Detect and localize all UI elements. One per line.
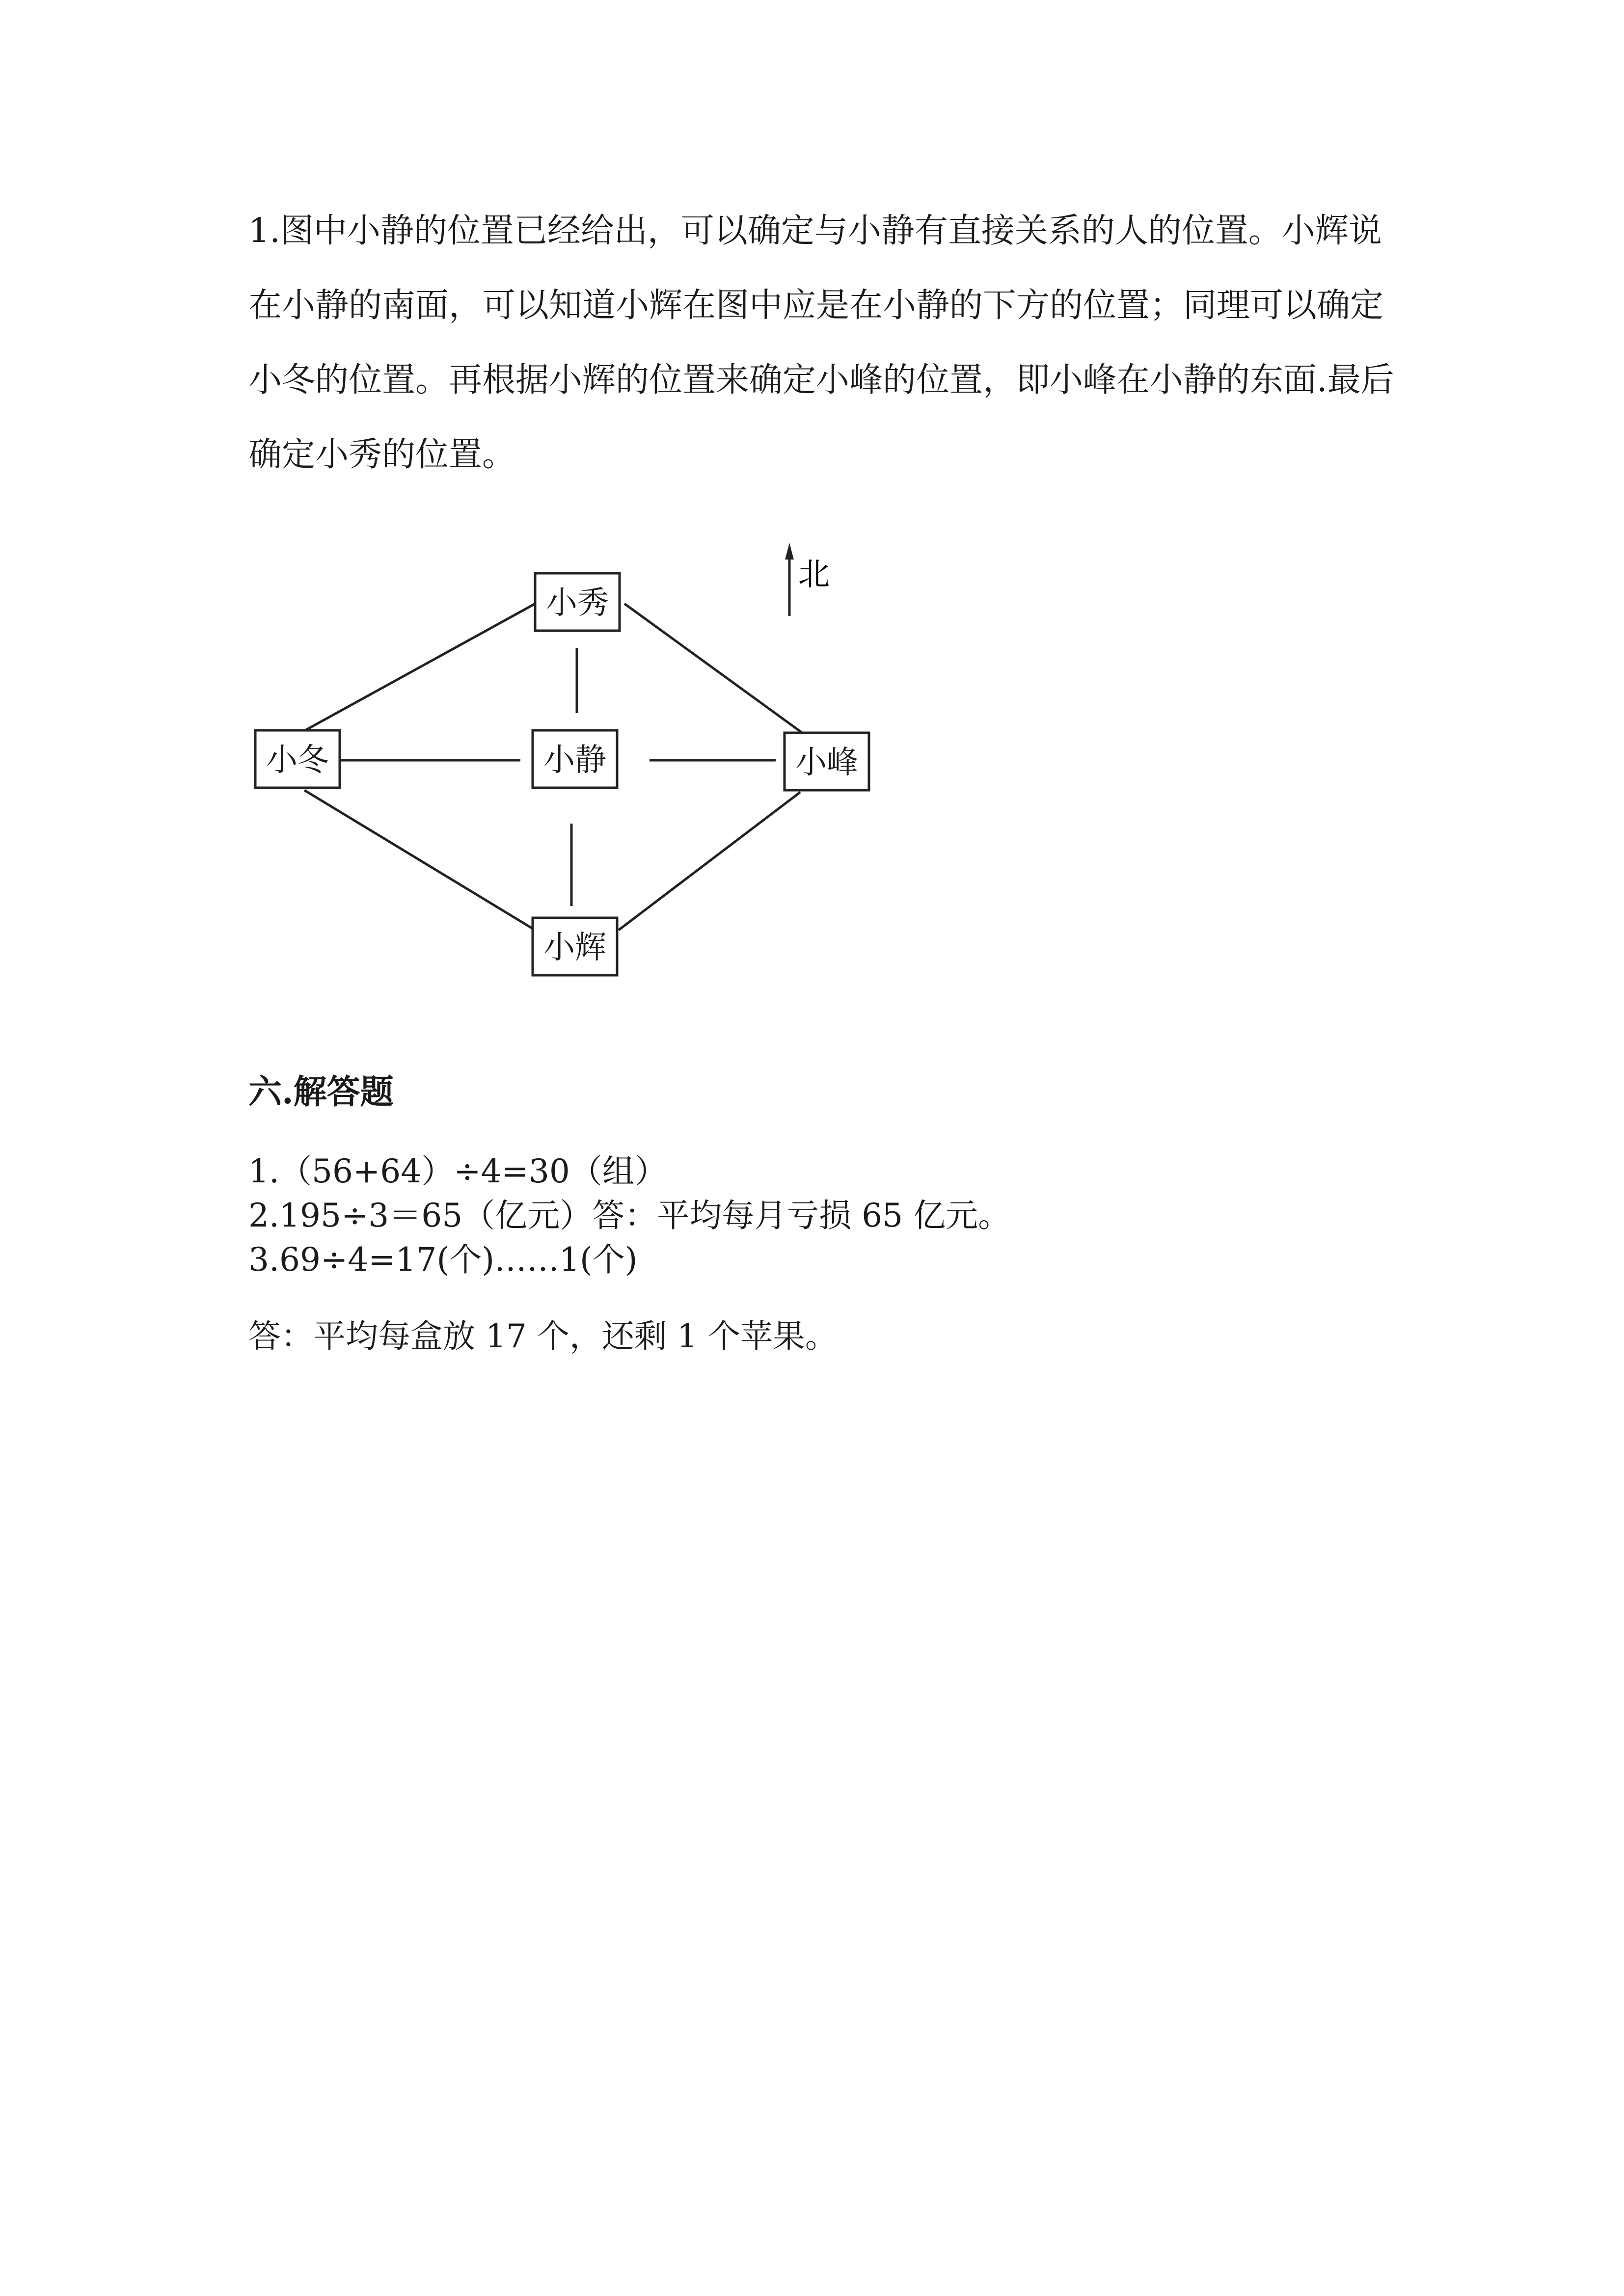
answer-list xyxy=(248,1149,1010,1282)
edge-left-bottom xyxy=(304,790,535,930)
node-label-right: 小峰 xyxy=(795,745,858,781)
answer-line: 3.69÷4=17(个)……1(个) xyxy=(248,1241,638,1279)
node-label-center: 小静 xyxy=(543,742,606,778)
section-title: 六.解答题 xyxy=(248,1072,394,1112)
explanation-line: 确定小秀的位置。 xyxy=(248,435,516,474)
edge-top-left xyxy=(303,604,535,731)
final-answer: 答：平均每盒放 17 个，还剩 1 个苹果。 xyxy=(248,1317,838,1355)
explanation-line: 1.图中小静的位置已经给出，可以确定与小静有直接关系的人的位置。小辉说 xyxy=(248,212,1382,250)
node-label-top: 小秀 xyxy=(546,585,609,621)
explanation-line: 小冬的位置。再根据小辉的位置来确定小峰的位置，即小峰在小静的东面.最后 xyxy=(248,361,1394,400)
explanation-line: 在小静的南面，可以知道小辉在图中应是在小静的下方的位置；同理可以确定 xyxy=(248,286,1384,325)
explanation-paragraph xyxy=(248,194,1392,492)
answer-line: 1.（56+64）÷4=30（组） xyxy=(248,1152,667,1190)
edge-right-bottom xyxy=(619,792,800,930)
edge-top-right xyxy=(624,604,802,733)
node-label-bottom: 小辉 xyxy=(543,930,606,966)
node-label-left: 小冬 xyxy=(266,742,329,778)
north-label: 北 xyxy=(798,557,830,593)
answer-line: 2.195÷3＝65（亿元）答：平均每月亏损 65 亿元。 xyxy=(248,1197,1011,1234)
position-diagram xyxy=(245,530,884,1001)
north-arrow-icon xyxy=(785,543,794,616)
